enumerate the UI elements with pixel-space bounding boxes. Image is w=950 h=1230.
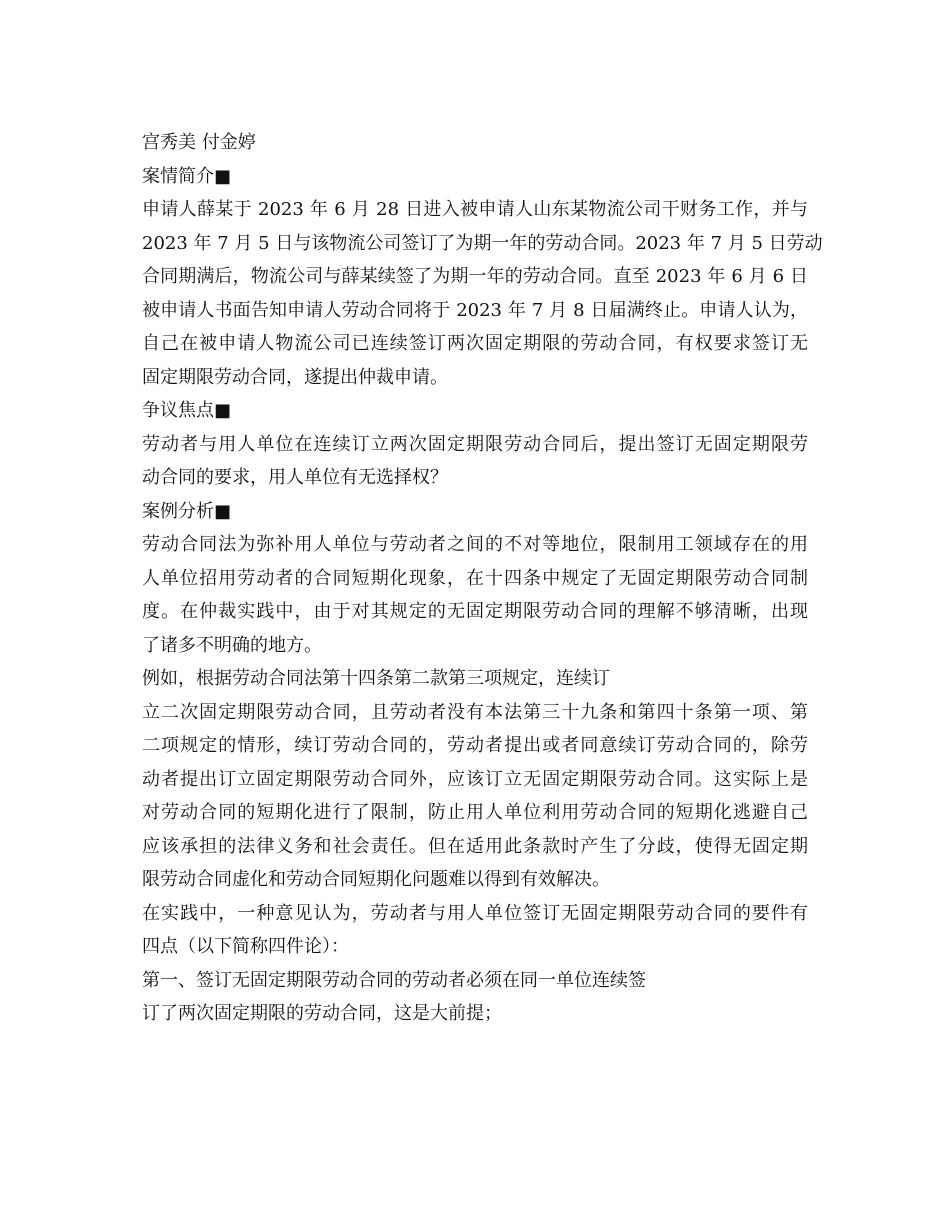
paragraph-line: 了诸多不明确的地方。 xyxy=(142,634,322,656)
paragraph-line: 立二次固定期限劳动合同，且劳动者没有本法第三十九条和第四十条第一项、第 xyxy=(142,701,808,723)
paragraph-line: 限劳动合同虚化和劳动合同短期化问题难以得到有效解决。 xyxy=(142,869,610,890)
paragraph-line: 人单位招用劳动者的合同短期化现象，在十四条中规定了无固定期限劳动合同制 xyxy=(142,567,808,589)
paragraph-line: 度。在仲裁实践中，由于对其规定的无固定期限劳动合同的理解不够清晰，出现 xyxy=(142,601,808,622)
paragraph-line: 劳动者与用人单位在连续订立两次固定期限劳动合同后，提出签订无固定期限劳 xyxy=(142,433,808,455)
paragraph-line: 动合同的要求，用人单位有无选择权？ xyxy=(142,467,448,488)
paragraph-line: 合同期满后，物流公司与薛某续签了为期一年的劳动合同。直至 2023 年 6 月 6 日 xyxy=(142,266,808,287)
paragraph-line: 劳动合同法为弥补用人单位与劳动者之间的不对等地位，限制用工领域存在的用 xyxy=(142,534,808,555)
paragraph-line: 被申请人书面告知申请人劳动合同将于 2023 年 7 月 8 日届满终止。申请人认为， xyxy=(142,299,808,321)
paragraph-line: 四点（以下简称四件论）： xyxy=(142,936,349,957)
paragraph-line: 动者提出订立固定期限劳动合同外，应该订立无固定期限劳动合同。这实际上是 xyxy=(142,768,808,790)
section-heading-dispute-focus: 争议焦点■ xyxy=(142,400,232,421)
paragraph-line: 2023 年 7 月 5 日与该物流公司签订了为期一年的劳动合同。2023 年 7 月 5 日劳动 xyxy=(142,232,823,254)
paragraph-line: 二项规定的情形，续订劳动合同的，劳动者提出或者同意续订劳动合同的，除劳 xyxy=(142,735,808,756)
author-line: 宫秀美 付金婷 xyxy=(142,132,256,153)
paragraph-line: 申请人薛某于 2023 年 6 月 28 日进入被申请人山东某物流公司干财务工作，并与 xyxy=(142,199,808,220)
section-heading-case-summary: 案情简介■ xyxy=(142,165,232,187)
paragraph-line: 固定期限劳动合同，遂提出仲裁申请。 xyxy=(142,366,448,388)
paragraph-line: 自己在被申请人物流公司已连续签订两次固定期限的劳动合同，有权要求签订无 xyxy=(142,333,808,354)
paragraph-line: 应该承担的法律义务和社会责任。但在适用此条款时产生了分歧，使得无固定期 xyxy=(142,835,808,857)
paragraph-line: 订了两次固定期限的劳动合同，这是大前提； xyxy=(142,1003,502,1024)
document-page xyxy=(142,126,823,1031)
section-heading-case-analysis: 案例分析■ xyxy=(142,500,232,522)
paragraph-line: 第一、签订无固定期限劳动合同的劳动者必须在同一单位连续签 xyxy=(142,969,646,991)
paragraph-line: 在实践中，一种意见认为，劳动者与用人单位签订无固定期限劳动合同的要件有 xyxy=(142,902,808,924)
paragraph-line: 例如，根据劳动合同法第十四条第二款第三项规定，连续订 xyxy=(142,668,610,689)
paragraph-line: 对劳动合同的短期化进行了限制，防止用人单位利用劳动合同的短期化逃避自己 xyxy=(142,802,808,823)
